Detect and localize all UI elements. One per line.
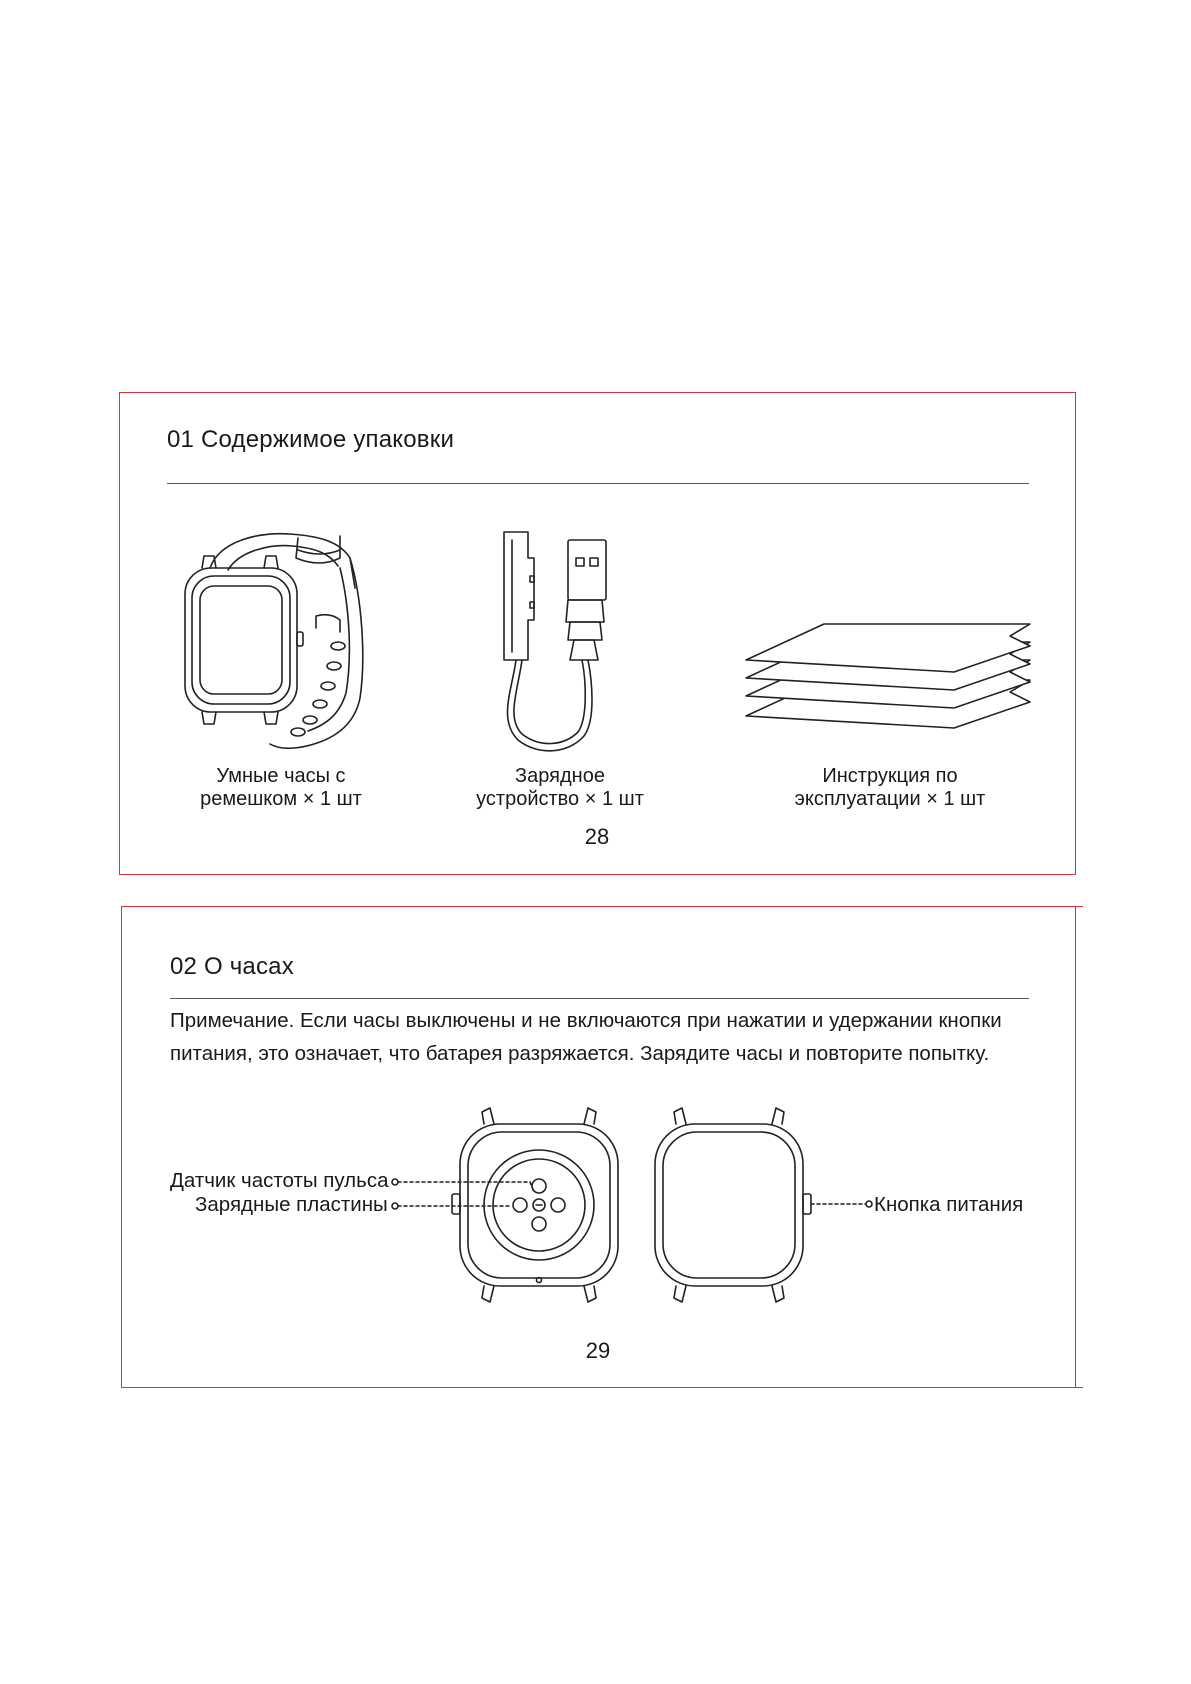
note-line: питания, это означает, что батарея разряжается. Зарядите часы и повторите попытку. bbox=[170, 1042, 990, 1065]
label-charging-pins: Зарядные пластины bbox=[195, 1193, 388, 1216]
label-heart-rate-sensor: Датчик частоты пульса bbox=[170, 1169, 389, 1192]
smartwatch-with-strap-icon bbox=[180, 528, 400, 758]
title-rule bbox=[170, 998, 1029, 999]
label-power-button: Кнопка питания bbox=[874, 1193, 1024, 1216]
usb-charging-cable-icon bbox=[498, 530, 628, 760]
title-rule bbox=[167, 483, 1029, 484]
caption-line: устройство × 1 шт bbox=[476, 788, 644, 810]
note-paragraph bbox=[170, 1004, 1040, 1070]
page-number-29: 29 bbox=[585, 1338, 611, 1363]
caption-smartwatch bbox=[170, 765, 392, 811]
caption-line: эксплуатации × 1 шт bbox=[794, 788, 986, 810]
caption-line: Зарядное bbox=[515, 765, 605, 787]
watch-back-front-diagram bbox=[380, 1100, 880, 1310]
caption-line: Инструкция по bbox=[822, 765, 958, 787]
caption-line: Умные часы с bbox=[216, 765, 346, 787]
folded-manual-icon bbox=[744, 622, 1029, 730]
page-number-28: 28 bbox=[584, 824, 610, 849]
frame-tick bbox=[1075, 1387, 1083, 1388]
section-title-package-contents: 01 Содержимое упаковки bbox=[167, 426, 455, 453]
frame-tick bbox=[1075, 906, 1083, 907]
caption-charger bbox=[460, 765, 660, 811]
caption-manual bbox=[770, 765, 1010, 811]
note-line: Примечание. Если часы выключены и не включаются при нажатии и удержании кнопки bbox=[170, 1009, 1002, 1032]
caption-line: ремешком × 1 шт bbox=[200, 788, 362, 810]
section-title-about-watch: 02 О часах bbox=[170, 953, 294, 980]
